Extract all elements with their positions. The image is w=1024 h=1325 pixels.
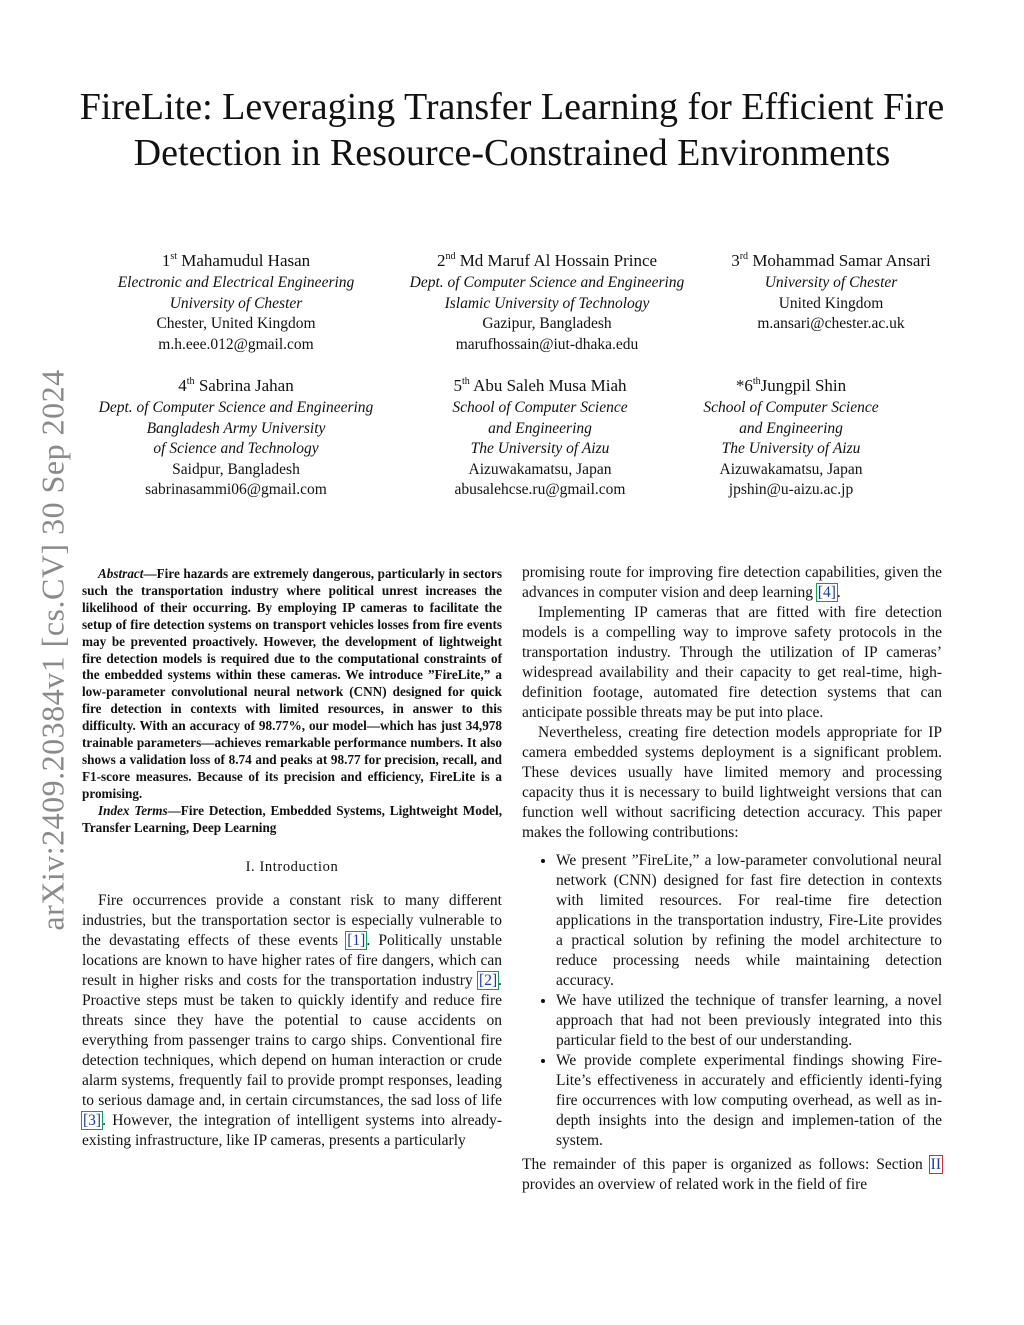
right-column <box>522 563 942 1195</box>
author-email[interactable]: m.ansari@chester.ac.uk <box>757 315 905 332</box>
paragraph: Implementing IP cameras that are fitted with fire detection models is a compelling way to improve safety protocols in the transportation industry. Through the utilization of IP cameras’ widespread availability and their capacity to get real-time, high-definition footage, automated fire detection systems that can anticipate possible threats may be put into place. <box>522 604 942 721</box>
abstract-text: —Fire hazards are extremely dangerous, particularly in sectors such the transportation industry where political unrest increases the likelihood of their occurring. By employing IP cameras to facilitate the setup of fire detection systems on transport vehicles losses from fire events may be prevented proactively. However, the development of lightweight fire detection models is required due to the computational constraints of the embedded systems within these cameras. We introduce ”FireLite,” a low-parameter convolutional neural network (CNN) designed for quick fire detection in contexts with limited resources, in answer to this difficulty. With an accuracy of 98.77%, our model—which has just 34,978 trainable parameters—achieves remarkable performance numbers. It also shows a validation loss of 8.74 and peaks at 98.77 for precision, recall, and F1-score measures. Because of its precision and efficiency, FireLite is a promising. <box>82 566 502 801</box>
author-name: 2nd Md Maruf Al Hossain Prince <box>436 251 658 270</box>
list-item: • We provide complete experimental findings showing Fire-Lite’s effectiveness in accurately and efficiently identi-fying fire occurrences with low computing overhead, as well as in-depth insights into the design and implemen-tation of the system. <box>556 1051 942 1151</box>
author-affiliation: School of Computer Science <box>452 399 628 416</box>
section-link[interactable]: II <box>930 1156 941 1173</box>
author-affiliation: Dept. of Computer Science and Engineering <box>409 274 685 291</box>
list-item: • We have utilized the technique of transfer learning, a novel approach that had not been previously integrated into this particular field to the best of our understanding. <box>556 991 942 1051</box>
list-item: • We present ”FireLite,” a low-parameter convolutional neural network (CNN) designed for fast fire detection in contexts with limited resources. For real-time fire detection applications in the transportation industry, Fire-Lite provides a practical solution by refining the model architecture to reduce processing needs while maintaining detection accuracy. <box>556 851 942 991</box>
author-email[interactable]: abusalehcse.ru@gmail.com <box>454 481 626 498</box>
author-name: 4th Sabrina Jahan <box>178 376 294 395</box>
author-email[interactable]: m.h.eee.012@gmail.com <box>158 335 314 353</box>
author-block-2 <box>382 250 712 355</box>
left-column <box>82 566 502 1151</box>
author-location: Saidpur, Bangladesh <box>172 460 300 478</box>
abstract <box>82 566 502 803</box>
author-name: 5th Abu Saleh Musa Miah <box>453 376 627 395</box>
author-affiliation: Bangladesh Army University <box>146 419 326 437</box>
author-block-6 <box>676 375 906 501</box>
citation-link[interactable]: [3] <box>83 1111 102 1129</box>
author-location: Aizuwakamatsu, Japan <box>468 460 612 478</box>
author-affiliation: of Science and Technology <box>153 440 319 457</box>
paragraph: Nevertheless, creating fire detection models appropriate for IP camera embedded systems deployment is a significant problem. These devices usually have limited memory and processing capacity thus it is necessary to build lightweight versions that can function well without sacrificing detection accuracy. This paper makes the following contributions: <box>522 724 942 841</box>
contributions-list <box>522 851 942 1151</box>
paper-title: FireLite: Leveraging Transfer Learning for Efficient Fire Detection in Resource-Constrained Environments <box>79 86 945 174</box>
arxiv-id: arXiv:2409.20384v1 [cs.CV] 30 Sep 2024 <box>34 369 71 931</box>
intro-paragraph: Fire occurrences provide a constant risk to many different industries, but the transportation sector is especially vulnerable to the devastating effects of these events [1]. Politically unstable locations are known to have higher rates of fire dangers, which can result in higher risks and costs for the transportation industry [2]. Proactive steps must be taken to quickly identify and reduce fire threats since they have the potential to cause accidents on everything from passenger trains to cargo ships. Conventional fire detection techniques, which depend on human interaction or crude alarm systems, frequently fail to provide prompt responses, leading to serious damage and, in certain circumstances, the sad loss of life [3]. However, the integration of intelligent systems into already-existing infrastructure, like IP cameras, presents a particularly <box>82 891 503 1149</box>
arxiv-sidebar-stamp <box>28 340 78 960</box>
author-affiliation: Dept. of Computer Science and Engineering <box>98 399 374 416</box>
author-email[interactable]: sabrinasammi06@gmail.com <box>145 481 327 498</box>
citation-link[interactable]: [2] <box>479 971 498 989</box>
index-terms-text: —Fire Detection, Embedded Systems, Lightweight Model, Transfer Learning, Deep Learning <box>82 802 502 835</box>
author-affiliation: Islamic University of Technology <box>444 294 650 312</box>
author-block-1 <box>86 250 386 355</box>
paragraph: promising route for improving fire detection capabilities, given the advances in computer vision and deep learning [4]. <box>522 564 942 601</box>
author-name: *6thJungpil Shin <box>735 376 847 395</box>
author-affiliation: and Engineering <box>488 419 592 437</box>
abstract-label: Abstract <box>98 566 144 581</box>
author-email[interactable]: marufhossain@iut-dhaka.edu <box>455 335 639 353</box>
author-location: Aizuwakamatsu, Japan <box>719 460 863 478</box>
author-name: 3rd Mohammad Samar Ansari <box>731 251 931 270</box>
author-affiliation: University of Chester <box>764 274 898 291</box>
author-affiliation: The University of Aizu <box>470 440 610 457</box>
author-affiliation: School of Computer Science <box>703 399 879 416</box>
index-terms <box>82 803 502 837</box>
author-name: 1st Mahamudul Hasan <box>161 251 311 270</box>
author-block-4 <box>86 375 386 501</box>
index-terms-label: Index Terms <box>98 802 168 818</box>
citation-link[interactable]: [4] <box>817 584 836 601</box>
author-affiliation: Electronic and Electrical Engineering <box>117 274 355 291</box>
author-email[interactable]: jpshin@u-aizu.ac.jp <box>728 481 854 498</box>
author-affiliation: The University of Aizu <box>721 440 861 457</box>
citation-link[interactable]: [1] <box>347 931 366 949</box>
author-block-5 <box>400 375 680 501</box>
author-location: Chester, United Kingdom <box>156 315 316 332</box>
paragraph: The remainder of this paper is organized as follows: Section II provides an overview of related work in the field of fire <box>522 1156 941 1193</box>
author-block-3 <box>706 250 956 335</box>
author-location: Gazipur, Bangladesh <box>482 315 612 332</box>
author-affiliation: and Engineering <box>739 419 843 437</box>
section-heading: I. Introduction <box>245 858 339 875</box>
author-location: United Kingdom <box>778 294 884 312</box>
author-affiliation: University of Chester <box>169 294 303 312</box>
